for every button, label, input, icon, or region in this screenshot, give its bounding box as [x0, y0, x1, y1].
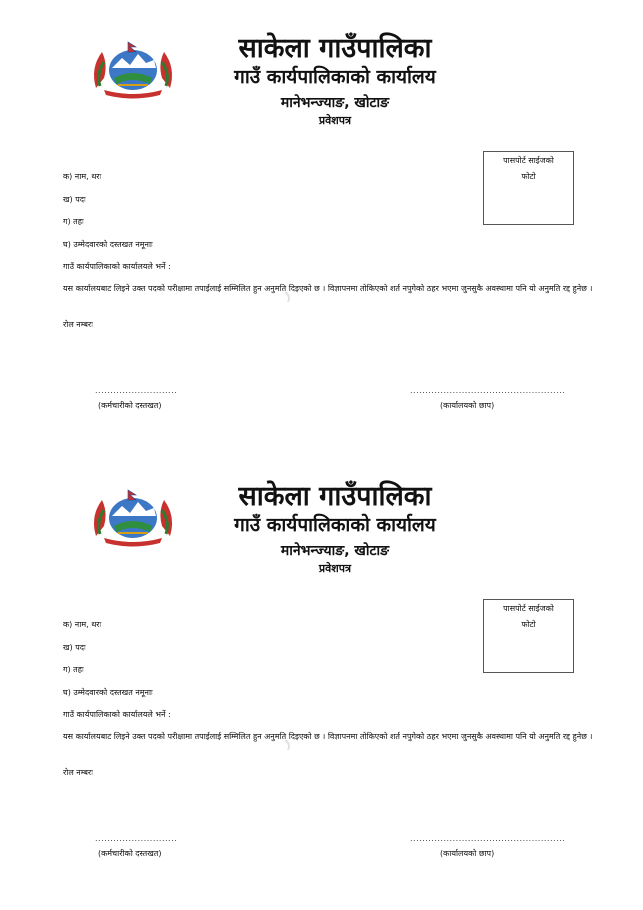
- office-address: मानेभन्ज्याङ, खोटाङ: [280, 543, 390, 559]
- field-level: ग) तहः: [63, 217, 84, 226]
- office-address: मानेभन्ज्याङ, खोटाङ: [280, 95, 390, 111]
- office-stamp-line: ...................................................: [410, 386, 566, 395]
- document-title: प्रवेशपत्र: [318, 114, 352, 127]
- field-candidate-signature: घ) उम्मेदवारको दस्तखत नमूनाः: [63, 240, 153, 249]
- passport-photo-box: [483, 599, 574, 673]
- field-roll-number: रोल नम्बरः: [63, 768, 93, 777]
- office-stamp-label: (कार्यालयको छाप): [440, 849, 495, 858]
- nepal-government-emblem: [88, 486, 178, 548]
- field-name: क) नाम, थरः: [63, 620, 102, 629]
- municipality-name: साकेला गाउँपालिका: [238, 481, 432, 512]
- photo-box-label-line1: पासपोर्ट साईजको: [503, 604, 554, 613]
- faint-mark-icon: [282, 290, 296, 304]
- office-stamp-line: ...................................................: [410, 834, 566, 843]
- field-office-statement: गाउँ कार्यपालिकाको कार्यालयले भर्ने :: [63, 262, 171, 271]
- field-name: क) नाम, थरः: [63, 172, 102, 181]
- admit-card-1: [0, 0, 643, 448]
- office-stamp-label: (कार्यालयको छाप): [440, 401, 495, 410]
- nepal-government-emblem: [88, 38, 178, 100]
- field-candidate-signature: घ) उम्मेदवारको दस्तखत नमूनाः: [63, 688, 153, 697]
- office-name: गाउँ कार्यपालिकाको कार्यालय: [234, 66, 436, 88]
- field-level: ग) तहः: [63, 665, 84, 674]
- field-office-statement: गाउँ कार्यपालिकाको कार्यालयले भर्ने :: [63, 710, 171, 719]
- staff-signature-label: (कर्मचारीको दस्तखत): [98, 401, 162, 410]
- field-post: ख) पदः: [63, 643, 86, 652]
- field-roll-number: रोल नम्बरः: [63, 320, 93, 329]
- photo-box-label-line2: फोटो: [521, 620, 536, 629]
- staff-signature-line: ...........................: [95, 834, 178, 843]
- permission-paragraph: यस कार्यालयबाट लिइने उक्त पदको परीक्षामा तपाईलाई सम्मिलित हुन अनुमति दिइएको छ । विज्ञापनमा तोकिएको शर्त नपुगेको ठहर भएमा जुनसुकै अवस्थामा पनि यो अनुमति रद्द हुनेछ ।: [63, 284, 593, 293]
- permission-paragraph: यस कार्यालयबाट लिइने उक्त पदको परीक्षामा तपाईलाई सम्मिलित हुन अनुमति दिइएको छ । विज्ञापनमा तोकिएको शर्त नपुगेको ठहर भएमा जुनसुकै अवस्थामा पनि यो अनुमति रद्द हुनेछ ।: [63, 732, 593, 741]
- admit-card-2: [0, 448, 643, 896]
- office-name: गाउँ कार्यपालिकाको कार्यालय: [234, 514, 436, 536]
- passport-photo-box: [483, 151, 574, 225]
- faint-mark-icon: [282, 738, 296, 752]
- photo-box-label-line2: फोटो: [521, 172, 536, 181]
- staff-signature-line: ...........................: [95, 386, 178, 395]
- document-title: प्रवेशपत्र: [318, 562, 352, 575]
- staff-signature-label: (कर्मचारीको दस्तखत): [98, 849, 162, 858]
- field-post: ख) पदः: [63, 195, 86, 204]
- photo-box-label-line1: पासपोर्ट साईजको: [503, 156, 554, 165]
- municipality-name: साकेला गाउँपालिका: [238, 33, 432, 64]
